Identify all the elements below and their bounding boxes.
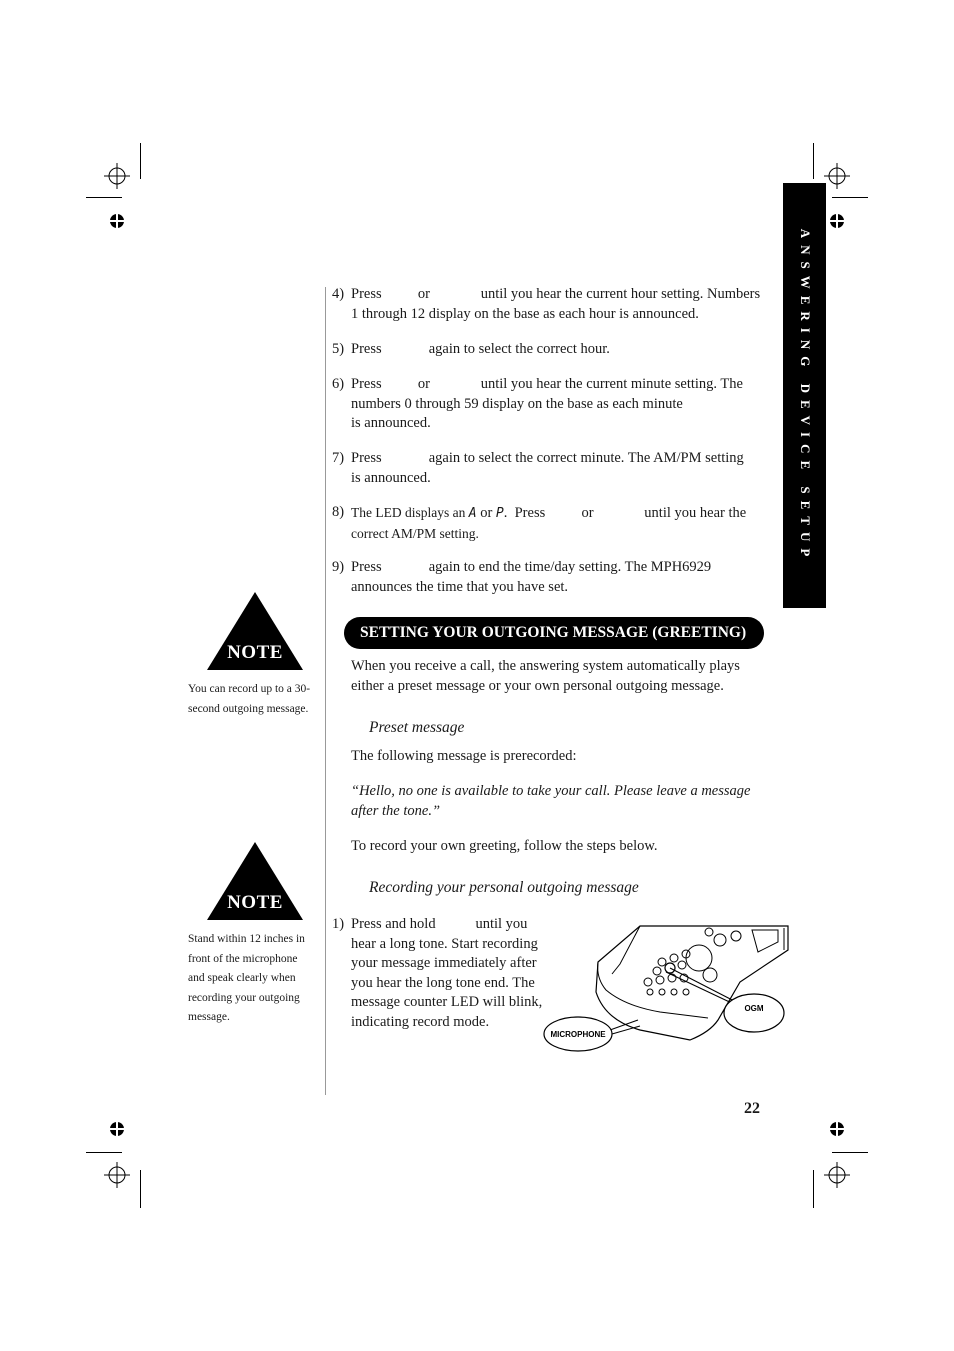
lcd-a-indicator: A [468,506,477,521]
registration-target-icon [824,1162,850,1188]
step-number: 8) [332,504,345,520]
lcd-p-indicator: P [495,506,504,521]
step-text: Press again to end the time/day setting. The MPH6929 [351,559,712,575]
step-text: indicating record mode. [351,1013,490,1030]
preset-heading: Preset message [369,719,465,736]
crop-mark [832,1152,868,1153]
step-number: 4) [332,286,345,302]
note-callout [205,840,305,922]
registration-dot-icon [830,214,844,228]
step-text: is announced. [351,415,431,431]
step-text: numbers 0 through 59 display on the base as each minute [351,395,683,412]
registration-target-icon [104,163,130,189]
step-text: Press and hold until you [351,916,528,932]
registration-dot-icon [110,1122,124,1136]
step-text: Press or until you hear the current minute setting. The [351,376,743,392]
crop-mark [140,1170,141,1208]
crop-mark [86,197,122,198]
page-number: 22 [744,1100,760,1117]
step-number: 5) [332,341,345,357]
section-heading: SETTING YOUR OUTGOING MESSAGE (GREETING) [344,617,764,649]
step-text: you hear the long tone end. The [351,974,535,991]
note-text: Stand within 12 inches in front of the microphone and speak clearly when recording your outgoing message. [188,933,305,1023]
note-label: NOTE [227,892,283,913]
step-number: 9) [332,559,345,575]
note-label: NOTE [227,642,283,663]
step-text: Press again to select the correct minute. The AM/PM setting [351,450,744,466]
crop-mark [813,143,814,179]
preset-quote: “Hello, no one is available to take your call. Please leave a message after the tone.” [351,783,751,819]
crop-mark [86,1152,122,1153]
crop-mark [140,143,141,179]
crop-mark [813,1170,814,1208]
section-intro: When you receive a call, the answering system automatically plays either a preset message or your own personal outgoing message. [351,658,740,694]
registration-dot-icon [830,1122,844,1136]
answering-machine-illustration [540,922,790,1054]
note-callout [205,590,305,672]
step-text: The LED displays an [351,505,469,520]
crop-mark [832,197,868,198]
step-text: or [476,505,496,521]
side-tab-label: ANSWERING DEVICE SETUP [797,228,813,563]
step-text: Press again to select the correct hour. [351,341,610,357]
registration-target-icon [824,163,850,189]
step-text: Press or until you hear the current hour setting. Numbers [351,286,761,302]
step-text: message counter LED will blink, [351,994,543,1010]
record-heading: Recording your personal outgoing message [369,879,639,896]
preset-text: The following message is prerecorded: [351,748,577,764]
step-text: . Press or until you hear the [503,505,747,521]
step-number: 7) [332,450,345,466]
step-number: 6) [332,376,345,392]
step-text: 1 through 12 display on the base as each hour is announced. [351,305,699,322]
step-text: announces the time that you have set. [351,578,569,595]
ogm-callout-label: OGM [744,1004,764,1013]
registration-target-icon [104,1162,130,1188]
step-text: hear a long tone. Start recording [351,935,538,952]
microphone-callout-label: MICROPHONE [550,1030,606,1039]
step-text: is announced. [351,469,431,486]
section-side-tab [783,183,826,608]
record-intro: To record your own greeting, follow the steps below. [351,838,658,854]
step-number: 1) [332,916,345,932]
step-text: correct AM/PM setting. [351,525,479,541]
registration-dot-icon [110,214,124,228]
note-text: You can record up to a 30- second outgoing message. [188,683,311,715]
column-divider [325,287,326,1095]
step-text: your message immediately after [351,955,537,971]
